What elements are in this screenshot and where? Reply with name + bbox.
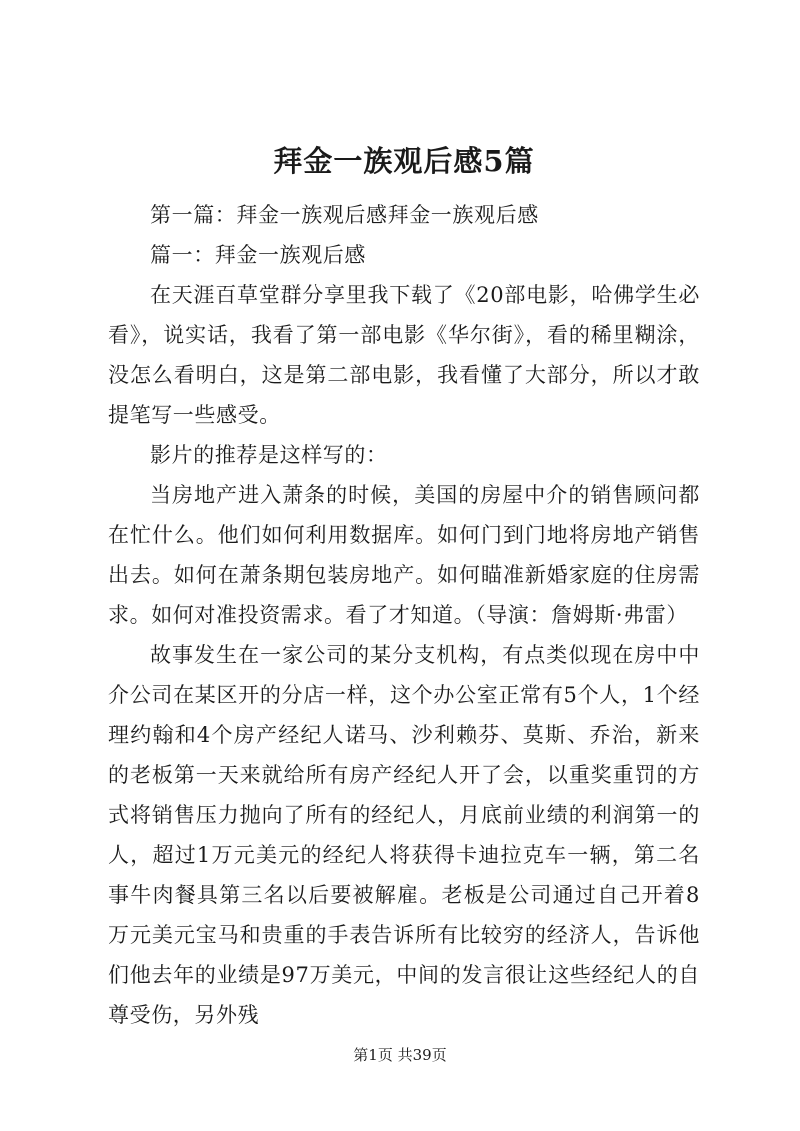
paragraph: 故事发生在一家公司的某分支机构，有点类似现在房中中介公司在某区开的分店一样，这个办公室正常有5个人，1个经理约翰和4个房产经纪人诺马、沙利赖芬、莫斯、乔治，新来的老板第一天来就给所有房产经纪人开了会，以重奖重罚的方式将销售压力抛向了所有的经纪人，月底前业绩的利润第一的人，超过1万元美元的经纪人将获得卡迪拉克车一辆，第二名事牛肉餐具第三名以后要被解雇。老板是公司通过自己开着8万元美元宝马和贵重的手表告诉所有比较穷的经济人，告诉他们他去年的业绩是97万美元，中间的发言很让这些经纪人的自尊受伤，另外残 bbox=[108, 643, 700, 1027]
document-body bbox=[108, 195, 700, 1035]
paragraph: 篇一：拜金一族观后感 bbox=[150, 243, 366, 267]
document-title: 拜金一族观后感5篇 bbox=[273, 144, 535, 178]
paragraph: 当房地产进入萧条的时候，美国的房屋中介的销售顾问都在忙什么。他们如何利用数据库。如何门到门地将房地产销售出去。如何在萧条期包装房地产。如何瞄准新婚家庭的住房需求。如何对准投资需求。看了才知道。（导演：詹姆斯·弗雷） bbox=[108, 483, 700, 627]
paragraph: 第一篇：拜金一族观后感拜金一族观后感 bbox=[150, 203, 539, 227]
paragraph: 在天涯百草堂群分享里我下载了《20部电影，哈佛学生必看》，说实话，我看了第一部电影《华尔街》，看的稀里糊涂，没怎么看明白，这是第二部电影，我看懂了大部分，所以才敢提笔写一些感受。 bbox=[108, 283, 700, 427]
paragraph: 影片的推荐是这样写的： bbox=[150, 443, 388, 467]
page-number-footer: 第1页 共39页 bbox=[353, 1046, 447, 1064]
